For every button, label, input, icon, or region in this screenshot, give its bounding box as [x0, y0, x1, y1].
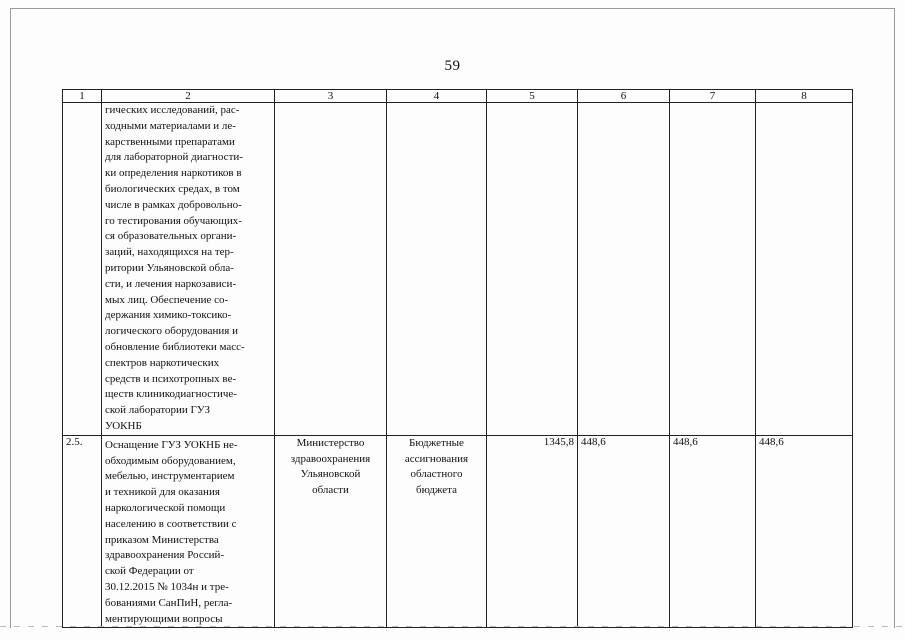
row-total: 1345,8 [487, 435, 578, 628]
row-number: 2.5. [63, 435, 102, 628]
description-line: бованиями СанПиН, регла- [105, 596, 233, 609]
description-line: держания химико-токсико- [105, 309, 232, 322]
description-line: ской Федерации от [105, 565, 194, 578]
scan-noise-bottom [0, 626, 905, 627]
executor-line: области [312, 484, 349, 497]
description-line: ся образовательных органи- [105, 230, 237, 243]
executor-line: Ульяновской [300, 468, 361, 481]
description-line: заций, находящихся на тер- [105, 246, 234, 259]
description-line: населению в соответствии с [105, 517, 237, 530]
description-line: мых лиц. Обеспечение со- [105, 293, 229, 306]
description-line: гических исследований, рас- [105, 104, 240, 116]
executor-line: Министерство [296, 436, 365, 449]
source-line: ассигнования [404, 452, 469, 465]
column-header-2: 2 [102, 90, 275, 103]
column-header-6: 6 [578, 90, 670, 103]
row-description [102, 103, 275, 436]
table-row-2-5 [63, 435, 853, 628]
row-year-3: 448,6 [756, 435, 853, 628]
description-line: обходимым оборудованием, [105, 454, 236, 467]
row-year-2 [670, 103, 756, 436]
row-year-3 [756, 103, 853, 436]
description-line: приказом Министерства [105, 533, 219, 546]
description-line: ществ клиникодиагностиче- [105, 388, 237, 401]
scan-edge-left [10, 8, 11, 628]
row-executor [275, 103, 387, 436]
executor-line: здравоохранения [290, 452, 371, 465]
column-header-8: 8 [756, 90, 853, 103]
row-year-1 [578, 103, 670, 436]
description-line: логического оборудования и [105, 325, 238, 338]
description-line: для лабораторной диагности- [105, 151, 243, 164]
row-total [487, 103, 578, 436]
page-number: 59 [444, 58, 461, 74]
description-line: ментирующими вопросы [105, 612, 223, 625]
budget-table [62, 89, 853, 628]
row-year-1: 448,6 [578, 435, 670, 628]
description-line: го тестирования обучающих- [105, 214, 242, 227]
row-year-2: 448,6 [670, 435, 756, 628]
description-line: числе в рамках добровольно- [105, 198, 242, 211]
description-line: биологических средах, в том [105, 182, 240, 195]
row-funding-source [387, 435, 487, 628]
row-description [102, 435, 275, 628]
description-line: УОКНБ [105, 419, 142, 432]
row-executor [275, 435, 387, 628]
description-line: ской лаборатории ГУЗ [105, 404, 211, 417]
description-line: 30.12.2015 № 1034н и тре- [105, 580, 229, 593]
row-number [63, 103, 102, 436]
table-row-continued [63, 103, 853, 436]
column-header-7: 7 [670, 90, 756, 103]
column-header-4: 4 [387, 90, 487, 103]
description-line: ки определения наркотиков в [105, 167, 242, 180]
source-line: областного [410, 468, 463, 481]
column-header-5: 5 [487, 90, 578, 103]
scan-edge-right [894, 8, 895, 628]
description-line: сти, и лечения наркозависи- [105, 277, 237, 290]
source-line: Бюджетные [409, 436, 464, 449]
description-line: обновление библиотеки масс- [105, 340, 245, 353]
description-line: карственными препаратами [105, 135, 235, 148]
description-line: средств и психотропных ве- [105, 372, 237, 385]
description-line: наркологической помощи [105, 501, 226, 514]
description-line: и техникой для оказания [105, 486, 220, 499]
column-header-3: 3 [275, 90, 387, 103]
scan-edge-top [10, 8, 895, 9]
description-line: мебелью, инструментарием [105, 470, 235, 483]
source-line: бюджета [415, 484, 457, 497]
description-line: ритории Ульяновской обла- [105, 261, 234, 274]
description-line: здравоохранения Россий- [105, 549, 225, 562]
description-line: спектров наркотических [105, 356, 220, 369]
column-header-1: 1 [63, 90, 102, 103]
row-funding-source [387, 103, 487, 436]
column-number-row [63, 90, 853, 103]
description-line: Оснащение ГУЗ УОКНБ не- [105, 438, 238, 451]
description-line: ходными материалами и ле- [105, 119, 236, 132]
